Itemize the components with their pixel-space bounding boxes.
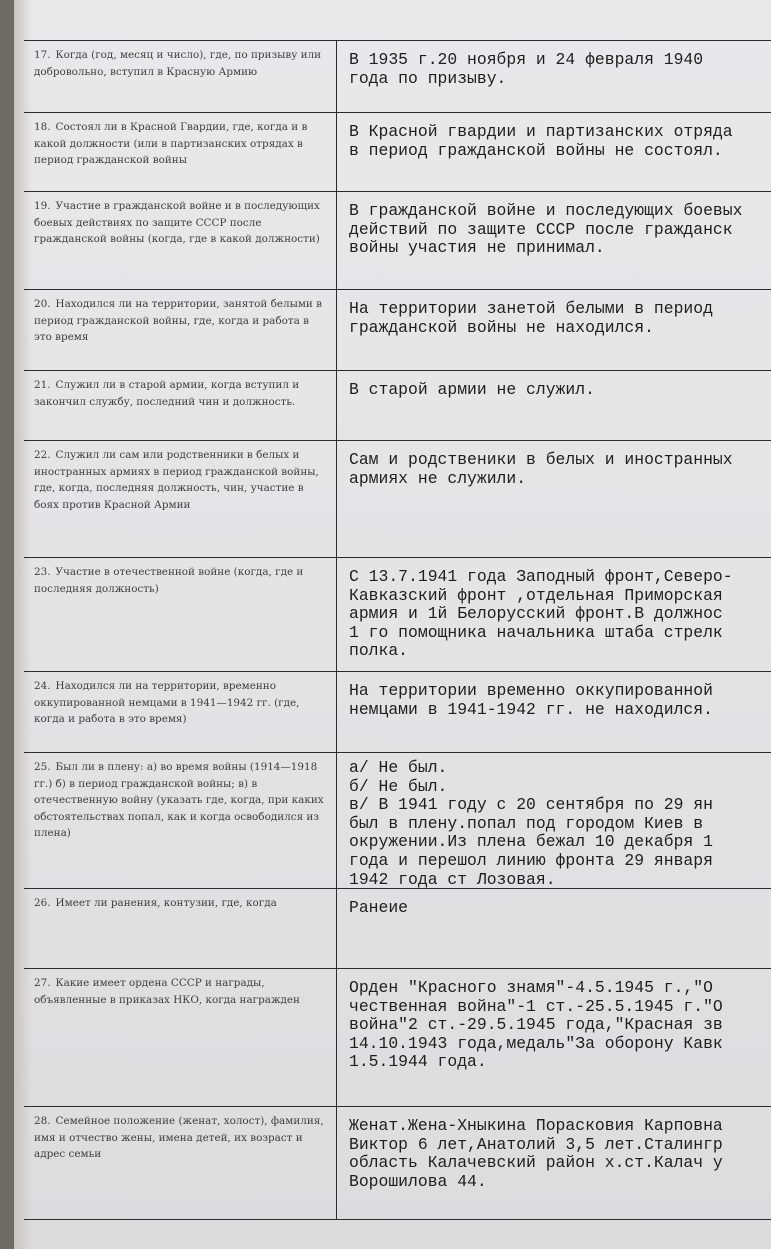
typed-answer bbox=[349, 51, 771, 88]
question-number: 20. bbox=[34, 298, 51, 310]
question-label: Имеет ли ранения, контузии, где, когда bbox=[55, 897, 277, 909]
question-text bbox=[34, 47, 330, 80]
answer-line: гражданской войны не находился. bbox=[349, 317, 654, 337]
question-text bbox=[34, 975, 330, 1008]
column-divider bbox=[336, 41, 337, 113]
answer-line: Ворошилова 44. bbox=[349, 1171, 487, 1191]
column-divider bbox=[336, 889, 337, 969]
answer-line: война"2 ст.-29.5.1945 года,"Красная зв bbox=[349, 1015, 723, 1035]
question-number: 24. bbox=[34, 680, 51, 692]
column-divider bbox=[336, 1107, 337, 1219]
form-row bbox=[24, 557, 771, 672]
answer-line: полка. bbox=[349, 641, 409, 661]
question-number: 22. bbox=[34, 449, 51, 461]
answer-line: область Калачевский район х.ст.Калач у bbox=[349, 1153, 723, 1173]
column-divider bbox=[336, 113, 337, 192]
answer-line: 1942 года ст Лозовая. bbox=[349, 869, 556, 889]
answer-line: немцами в 1941-1942 гг. не находился. bbox=[349, 699, 713, 719]
form-row bbox=[24, 1106, 771, 1220]
form-row bbox=[24, 289, 771, 371]
answer-line: С 13.7.1941 года Заподный фронт,Северо- bbox=[349, 568, 733, 586]
column-divider bbox=[336, 558, 337, 672]
answer-line: В гражданской войне и последующих боевых bbox=[349, 202, 743, 220]
form-row bbox=[24, 191, 771, 290]
typed-answer bbox=[349, 759, 771, 889]
question-number: 21. bbox=[34, 379, 51, 391]
answer-line: 1 го помощника начальника штаба стрелк bbox=[349, 622, 723, 642]
question-label: Состоял ли в Красной Гвардии, где, когда и в какой должности (или в партизанских отрядах в период гражданской войны bbox=[34, 121, 308, 166]
question-number: 26. bbox=[34, 897, 51, 909]
answer-line: Кавказский фронт ,отдельная Приморская bbox=[349, 585, 723, 605]
answer-line: года и перешол линию фронта 29 января bbox=[349, 850, 713, 870]
question-label: Участие в отечественной войне (когда, где и последняя должность) bbox=[34, 566, 304, 595]
answer-line: Орден "Красного знамя"-4.5.1945 г.,"О bbox=[349, 979, 713, 997]
column-divider bbox=[336, 192, 337, 290]
answer-line: в период гражданской войны не состоял. bbox=[349, 140, 723, 160]
answer-line: На территории временно оккупированной bbox=[349, 682, 713, 700]
answer-line: войны участия не принимал. bbox=[349, 238, 605, 258]
question-text bbox=[34, 895, 330, 912]
document-page bbox=[14, 0, 771, 1249]
answer-line: чественная война"-1 ст.-25.5.1945 г."О bbox=[349, 996, 723, 1016]
typed-answer bbox=[349, 202, 771, 258]
answer-line: действий по защите СССР после гражданск bbox=[349, 219, 733, 239]
question-number: 25. bbox=[34, 761, 51, 773]
column-divider bbox=[336, 753, 337, 889]
typed-answer bbox=[349, 381, 771, 400]
typed-answer bbox=[349, 451, 771, 488]
answer-line: В 1935 г.20 ноября и 24 февраля 1940 bbox=[349, 51, 704, 69]
question-label: Какие имеет ордена СССР и награды, объявленные в приказах НКО, когда награжден bbox=[34, 977, 300, 1006]
question-text bbox=[34, 377, 330, 410]
answer-line: 1.5.1944 года. bbox=[349, 1052, 487, 1072]
column-divider bbox=[336, 290, 337, 371]
form-row bbox=[24, 888, 771, 969]
question-number: 27. bbox=[34, 977, 51, 989]
typed-answer bbox=[349, 568, 771, 661]
column-divider bbox=[336, 969, 337, 1107]
question-text bbox=[34, 678, 330, 728]
answer-line: 14.10.1943 года,медаль"За оборону Кавк bbox=[349, 1033, 723, 1053]
question-text bbox=[34, 1113, 330, 1163]
form-row bbox=[24, 671, 771, 753]
typed-answer bbox=[349, 300, 771, 337]
answer-line: окружении.Из плена бежал 10 декабря 1 bbox=[349, 832, 713, 852]
typed-answer bbox=[349, 979, 771, 1072]
question-text bbox=[34, 447, 330, 513]
answer-line: а/ Не был. bbox=[349, 759, 448, 777]
answer-line: В Красной гвардии и партизанских отряда bbox=[349, 123, 733, 141]
column-divider bbox=[336, 441, 337, 558]
question-number: 23. bbox=[34, 566, 51, 578]
answer-line: года по призыву. bbox=[349, 68, 507, 88]
answer-line: Сам и родственики в белых и иностранных bbox=[349, 451, 733, 469]
answer-line: Женат.Жена-Хныкина Порасковия Карповна bbox=[349, 1117, 723, 1135]
answer-line: армия и 1й Белорусский фронт.В должнос bbox=[349, 604, 723, 624]
answer-line: армиях не служили. bbox=[349, 468, 527, 488]
answer-line: В старой армии не служил. bbox=[349, 381, 595, 399]
question-number: 18. bbox=[34, 121, 51, 133]
typed-answer bbox=[349, 1117, 771, 1191]
answer-line: Виктор 6 лет,Анатолий 3,5 лет.Сталингр bbox=[349, 1134, 723, 1154]
question-label: Находился ли на территории, занятой белыми в период гражданской войны, где, когда и работа в это время bbox=[34, 298, 323, 343]
typed-answer bbox=[349, 899, 771, 918]
answer-line: На территории занетой белыми в период bbox=[349, 300, 713, 318]
question-label: Когда (год, месяц и число), где, по призыву или добровольно, вступил в Красную Армию bbox=[34, 49, 322, 78]
question-text bbox=[34, 198, 330, 248]
answer-line: Ранеие bbox=[349, 899, 409, 917]
form-row bbox=[24, 370, 771, 441]
question-number: 17. bbox=[34, 49, 51, 61]
question-label: Служил ли в старой армии, когда вступил и закончил службу, последний чин и должность. bbox=[34, 379, 300, 408]
answer-line: в/ В 1941 году с 20 сентября по 29 ян bbox=[349, 795, 713, 815]
question-label: Семейное положение (женат, холост), фамилия, имя и отчество жены, имена детей, их возраст и адрес семьи bbox=[34, 1115, 324, 1160]
column-divider bbox=[336, 371, 337, 441]
column-divider bbox=[336, 672, 337, 753]
question-number: 28. bbox=[34, 1115, 51, 1127]
question-number: 19. bbox=[34, 200, 51, 212]
question-text bbox=[34, 296, 330, 346]
question-text bbox=[34, 119, 330, 169]
form-row bbox=[24, 968, 771, 1107]
typed-answer bbox=[349, 123, 771, 160]
form-row bbox=[24, 440, 771, 558]
question-label: Участие в гражданской войне и в последующих боевых действиях по защите СССР после гражданской войны (когда, где в какой должности) bbox=[34, 200, 320, 245]
typed-answer bbox=[349, 682, 771, 719]
form-row bbox=[24, 40, 771, 113]
question-text bbox=[34, 759, 330, 842]
question-text bbox=[34, 564, 330, 597]
answer-line: б/ Не был. bbox=[349, 776, 448, 796]
form-row bbox=[24, 112, 771, 192]
question-label: Был ли в плену: а) во время войны (1914—1918 гг.) б) в период гражданской войны; в) в отечественную войну (указать где, когда, при каких обстоятельствах попал, как и когда освободился из плена) bbox=[34, 761, 324, 839]
answer-line: был в плену.попал под городом Киев в bbox=[349, 813, 704, 833]
question-label: Находился ли на территории, временно оккупированной немцами в 1941—1942 гг. (где, когда и работа в это время) bbox=[34, 680, 300, 725]
form-row bbox=[24, 752, 771, 889]
question-label: Служил ли сам или родственники в белых и иностранных армиях в период гражданской войны, где, когда, последняя должность, чин, участие в боях против Красной Армии bbox=[34, 449, 319, 511]
